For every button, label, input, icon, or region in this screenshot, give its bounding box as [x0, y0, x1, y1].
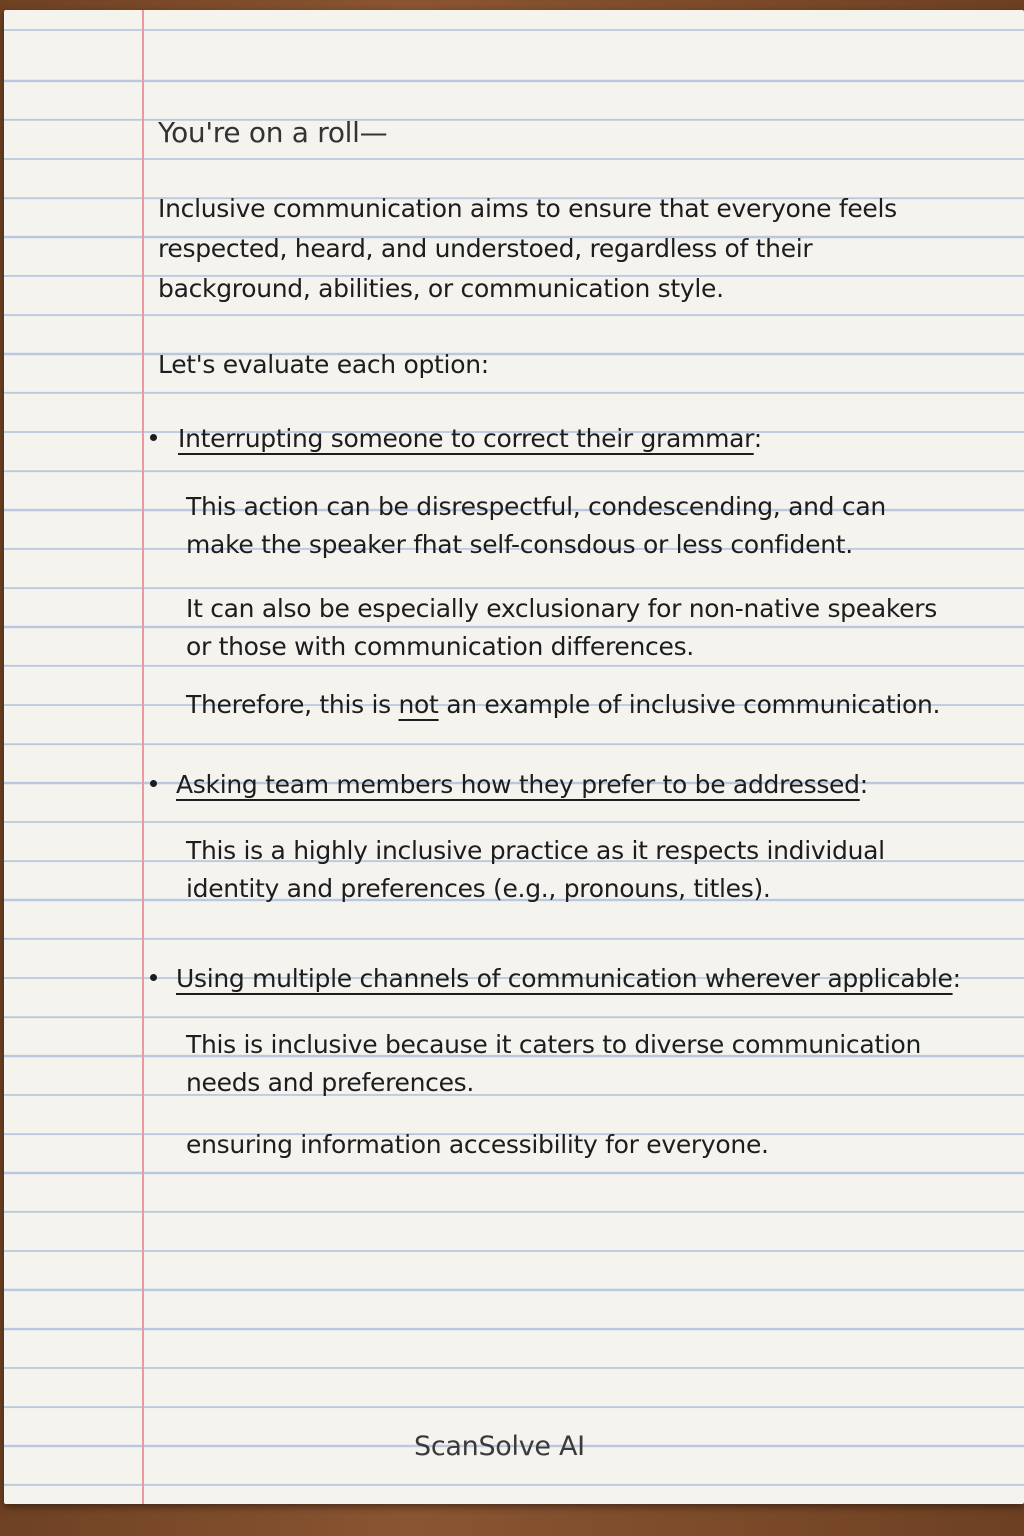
option-2-body-1: This is a highly inclusive practice as it respects individual: [186, 836, 885, 865]
conclusion-emphasis: not: [398, 690, 439, 719]
footer-brand: ScanSolve AI: [414, 1431, 585, 1462]
option-1-colon: :: [753, 424, 762, 453]
bullet-1: [150, 434, 157, 441]
option-2-body-2: identity and preferences (e.g., pronouns, titles).: [186, 874, 771, 903]
margin-line: [142, 10, 144, 1504]
option-1-body-1: This action can be disrespectful, condescending, and can: [186, 492, 886, 521]
option-1-heading-row: [178, 420, 762, 458]
bullet-2: [150, 780, 157, 787]
option-2-heading-row: [176, 766, 868, 804]
option-2-colon: :: [859, 770, 868, 799]
option-1-body-3: It can also be especially exclusionary for non-native speakers: [186, 594, 937, 623]
option-3-colon: :: [952, 964, 961, 993]
evaluate-line: Let's evaluate each option:: [158, 350, 489, 379]
option-1-body-2: make the speaker fhat self-consdous or less confident.: [186, 530, 853, 559]
notebook-page: [4, 10, 1024, 1504]
paragraph-line-1: Inclusive communication aims to ensure that everyone feels: [158, 194, 897, 223]
intro-text: You're on a roll—: [158, 116, 388, 149]
option-3-body-2: needs and preferences.: [186, 1068, 475, 1097]
option-1-conclusion: [186, 686, 940, 724]
option-3-body-1: This is inclusive because it caters to diverse communication: [186, 1030, 922, 1059]
option-3-heading-row: [176, 960, 961, 998]
paragraph-line-3: background, abilities, or communication style.: [158, 274, 724, 303]
conclusion-after: an example of inclusive communication.: [438, 690, 941, 719]
conclusion-before: Therefore, this is: [186, 690, 399, 719]
option-1-body-4: or those with communication differences.: [186, 632, 694, 661]
option-3-body-3: ensuring information accessibility for everyone.: [186, 1130, 769, 1159]
bullet-3: [150, 974, 157, 981]
option-1-heading: Interrupting someone to correct their grammar: [178, 424, 754, 453]
option-2-heading: Asking team members how they prefer to be addressed: [176, 770, 860, 799]
paragraph-line-2: respected, heard, and understoed, regardless of their: [158, 234, 813, 263]
option-3-heading: Using multiple channels of communication wherever applicable: [176, 964, 953, 993]
